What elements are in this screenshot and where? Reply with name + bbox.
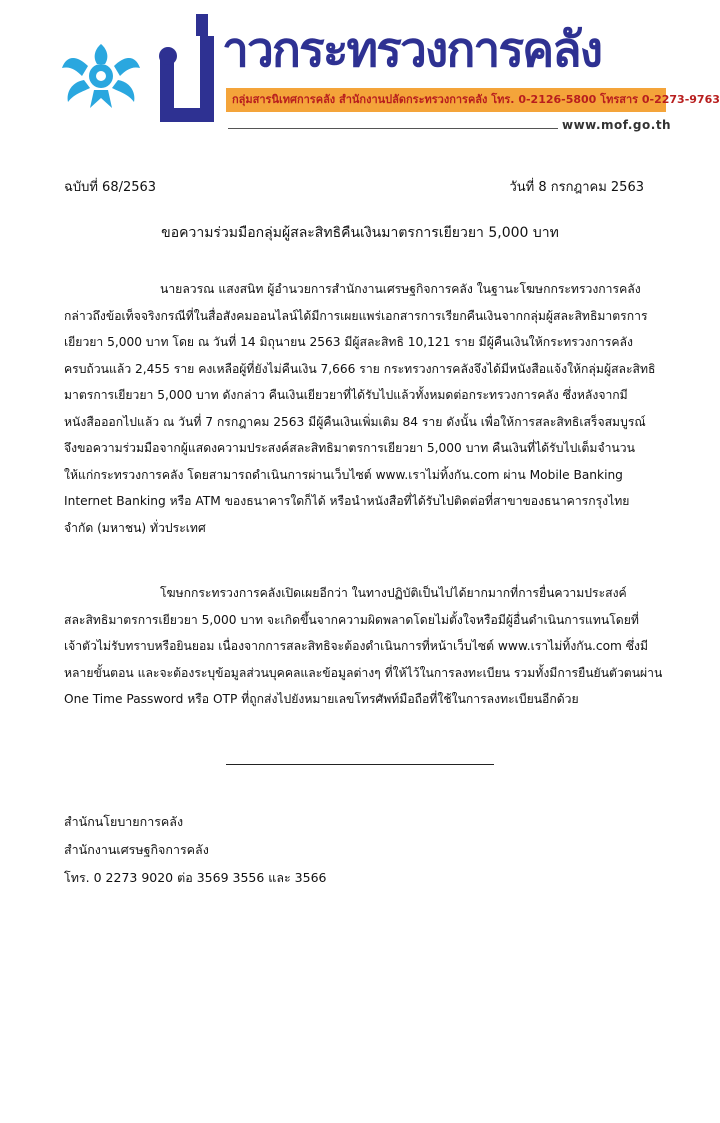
paragraph-line: นายลวรณ แสงสนิท ผู้อำนวยการสำนักงานเศรษฐกิจการคลัง ในฐานะโฆษกกระทรวงการคลัง: [160, 282, 641, 296]
paragraph-line: โฆษกกระทรวงการคลังเปิดเผยอีกว่า ในทางปฏิบัติเป็นไปได้ยากมากที่การยื่นความประสงค์: [160, 586, 627, 600]
section-divider: [226, 764, 494, 765]
masthead-title-text: าวกระทรวงการคลัง: [222, 22, 602, 78]
footer-office-2: สำนักงานเศรษฐกิจการคลัง: [64, 842, 209, 857]
contact-line: กลุ่มสารนิเทศการคลัง สำนักงานปลัดกระทรวงการคลัง โทร. 0-2126-5800 โทรสาร 0-2273-9763: [232, 93, 720, 106]
paragraph-line: หนังสือออกไปแล้ว ณ วันที่ 7 กรกฎาคม 2563 มีผู้คืนเงินเพิ่มเติม 84 ราย ดังนั้น เพื่อให้การสละสิทธิเสร็จสมบูรณ์: [64, 414, 646, 429]
paragraph-2: [64, 580, 663, 713]
garuda-emblem-icon: [60, 36, 142, 110]
paragraph-line: ให้แก่กระทรวงการคลัง โดยสามารถดำเนินการผ่านเว็บไซต์ www.เราไม่ทิ้งกัน.com ผ่าน Mobile Banking: [64, 467, 623, 482]
paragraph-line: สละสิทธิมาตรการเยียวยา 5,000 บาท จะเกิดขึ้นจากความผิดพลาดโดยไม่ตั้งใจหรือมีผู้อื่นดำเนินการแทนโดยที่: [64, 612, 639, 627]
masthead-big-letter: [156, 12, 226, 130]
paragraph-line: Internet Banking หรือ ATM ของธนาคารใดก็ได้ หรือนำหนังสือที่ได้รับไปติดต่อที่สาขาของธนาคารกรุงไทย: [64, 494, 630, 508]
paragraph-line: เจ้าตัวไม่รับทราบหรือยินยอม เนื่องจากการสละสิทธิจะต้องดำเนินการที่หน้าเว็บไซต์ www.เราไม่ทิ้งกัน.com ซึ่งมี: [64, 639, 649, 653]
paragraph-1: [64, 276, 656, 541]
paragraph-line: เยียวยา 5,000 บาท โดย ณ วันที่ 14 มิถุนายน 2563 มีผู้สละสิทธิ 10,121 ราย มีผู้คืนเงินให้กระทรวงการคลัง: [64, 335, 633, 349]
masthead-title: [222, 14, 672, 86]
contact-footer: [64, 808, 327, 892]
paragraph-line: มาตรการเยียวยา 5,000 บาท ดังกล่าว คืนเงินเยียวยาที่ได้รับไปแล้วทั้งหมดต่อกระทรวงการคลัง ซึ่งหลังจากมี: [64, 388, 628, 402]
footer-office-1: สำนักนโยบายการคลัง: [64, 814, 184, 829]
paragraph-line: จึงขอความร่วมมือจากผู้แสดงความประสงค์สละสิทธิมาตรการเยียวยา 5,000 บาท คืนเงินที่ได้รับไปเต็มจำนวน: [64, 441, 635, 455]
website-link[interactable]: www.mof.go.th: [562, 118, 672, 132]
paragraph-line: กล่าวถึงข้อเท็จจริงกรณีที่ในสื่อสังคมออนไลน์ได้มีการเผยแพร่เอกสารการเรียกคืนเงินจากกลุ่มผู้สละสิทธิมาตรการ: [64, 308, 648, 323]
footer-phone: โทร. 0 2273 9020 ต่อ 3569 3556 และ 3566: [64, 870, 327, 885]
paragraph-line: One Time Password หรือ OTP ที่ถูกส่งไปยังหมายเลขโทรศัพท์มือถือที่ใช้ในการลงทะเบียนอีกด้วย: [64, 692, 579, 706]
contact-banner: [226, 88, 720, 112]
issue-number: ฉบับที่ 68/2563: [64, 180, 157, 195]
paragraph-line: หลายขั้นตอน และจะต้องระบุข้อมูลส่วนบุคคลและข้อมูลต่างๆ ที่ให้ไว้ในการลงทะเบียน รวมทั้งมีการยืนยันตัวตนผ่าน: [64, 665, 663, 680]
paragraph-line: จำกัด (มหาชน) ทั่วประเทศ: [64, 520, 206, 535]
letterhead: [0, 0, 720, 150]
issue-date: วันที่ 8 กรกฎาคม 2563: [509, 180, 644, 195]
header-rule: [228, 128, 558, 129]
paragraph-line: ครบถ้วนแล้ว 2,455 ราย คงเหลือผู้ที่ยังไม่คืนเงิน 7,666 ราย กระทรวงการคลังจึงได้มีหนังสือแจ้งให้กลุ่มผู้สละสิทธิ: [64, 361, 656, 376]
document-title: ขอความร่วมมือกลุ่มผู้สละสิทธิคืนเงินมาตรการเยียวยา 5,000 บาท: [161, 225, 559, 241]
